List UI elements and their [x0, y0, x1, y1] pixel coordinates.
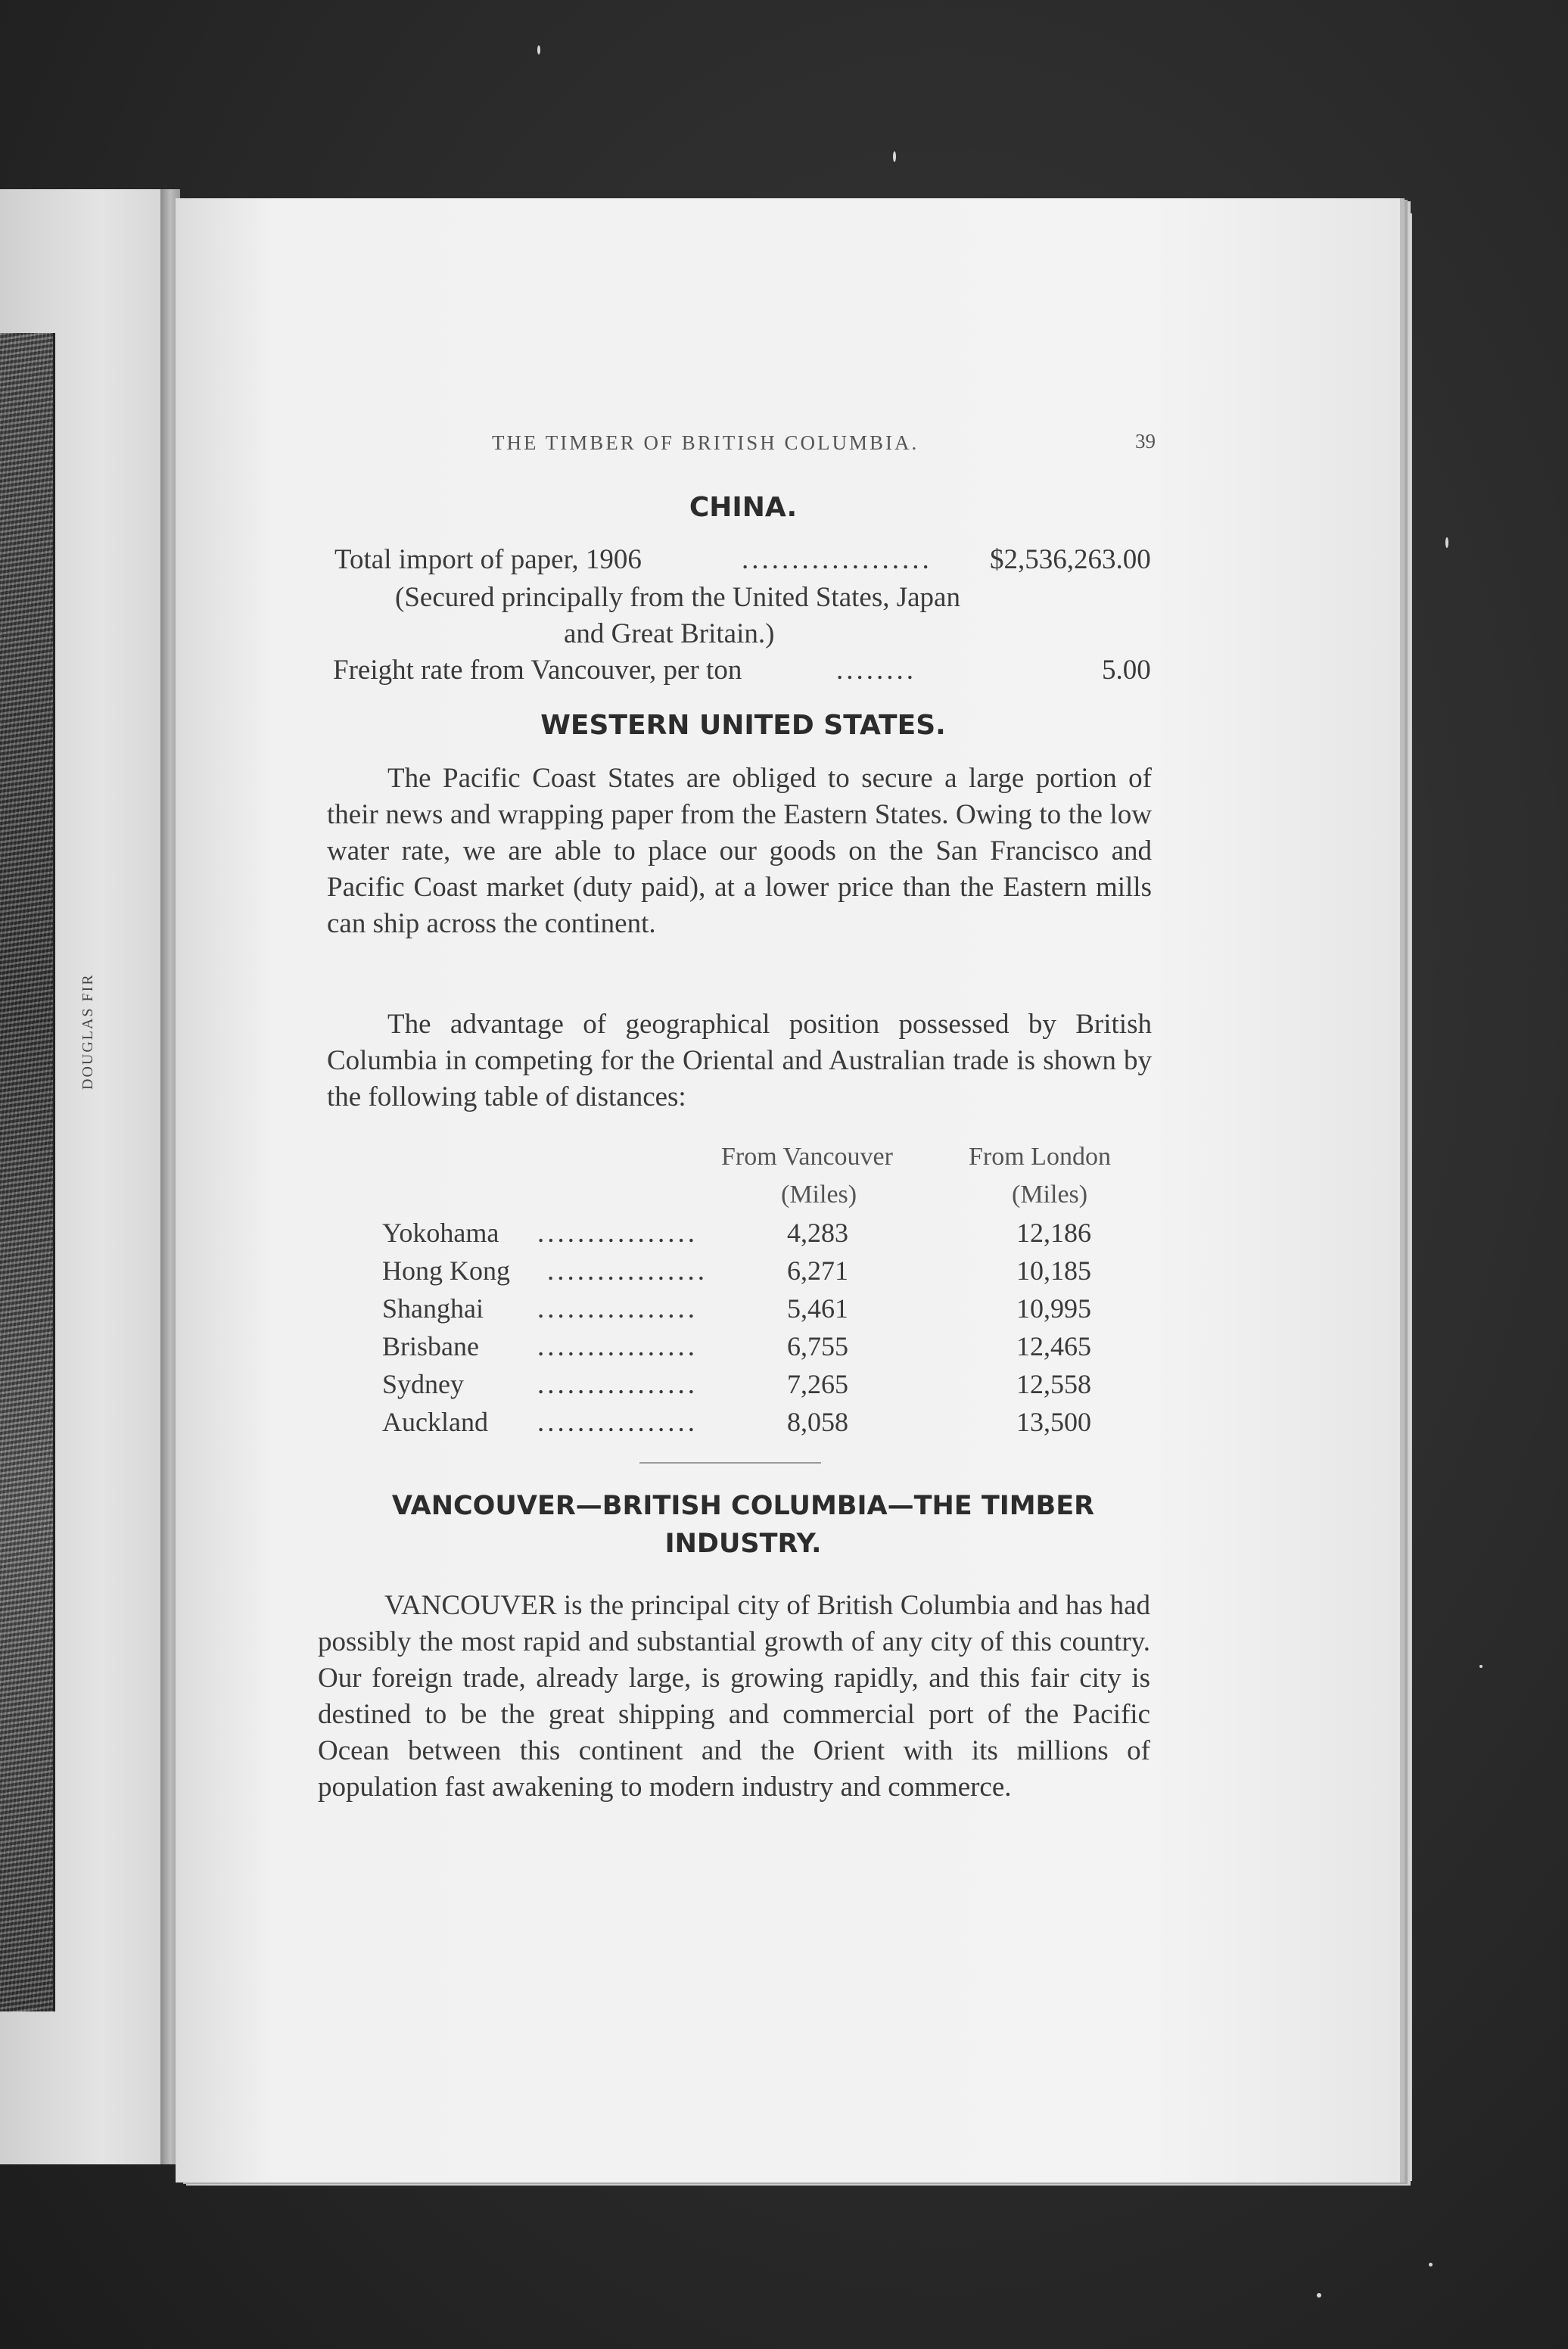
table-london-miles: 12,465 [1016, 1331, 1091, 1361]
table-vancouver-miles: 7,265 [787, 1369, 848, 1399]
table-vancouver-miles: 6,755 [787, 1331, 848, 1361]
table-row [382, 1330, 1139, 1368]
table-city: Auckland [382, 1407, 488, 1437]
col-vancouver-unit: (Miles) [781, 1181, 857, 1209]
table-row [382, 1293, 1139, 1330]
vancouver-paragraph: VANCOUVER is the principal city of British Columbia and has had possibly the most rapid and substantial growth of any city of this country. Our foreign trade, already large, is growing rapidly, and this fair city is destined to be the great shipping and commercial port of the Pacific Ocean between this continent and the Orient with its millions of population fast awakening to modern industry and commerce. [318, 1590, 1150, 1803]
table-city: Yokohama [382, 1218, 499, 1248]
page-number: 39 [1135, 430, 1156, 453]
western-us-paragraph-2: The advantage of geographical position possessed by British Columbia in competing for the Oriental and Australian trade is shown by the following table of distances: [327, 1009, 1152, 1112]
freight-dots: ........ [836, 655, 916, 686]
table-dots: ................ [537, 1293, 698, 1324]
freight-value: 5.00 [1102, 655, 1151, 686]
western-us-heading: WESTERN UNITED STATES. [540, 710, 946, 741]
china-note-line2: and Great Britain.) [564, 618, 775, 649]
table-row [382, 1368, 1139, 1406]
table-vancouver-miles: 8,058 [787, 1407, 848, 1437]
import-label: Total import of paper, 1906 [334, 544, 642, 575]
col-vancouver-head: From Vancouver [721, 1143, 893, 1171]
scan-speck [1317, 2293, 1321, 2298]
table-city: Sydney [382, 1369, 464, 1399]
scan-speck [893, 151, 896, 162]
scan-speck [1445, 537, 1448, 548]
table-city: Hong Kong [382, 1255, 510, 1286]
table-vancouver-miles: 5,461 [787, 1293, 848, 1324]
china-heading: CHINA. [689, 492, 798, 523]
scan-speck [537, 45, 540, 54]
vancouver-heading-line1: VANCOUVER—BRITISH COLUMBIA—THE TIMBER [391, 1491, 1095, 1521]
table-row [382, 1255, 1139, 1293]
table-vancouver-miles: 6,271 [787, 1255, 848, 1286]
plate-caption: DOUGLAS FIR [79, 973, 96, 1090]
section-divider [639, 1462, 821, 1464]
table-dots: ................ [537, 1407, 698, 1438]
table-city: Brisbane [382, 1331, 479, 1361]
table-city: Shanghai [382, 1293, 484, 1324]
table-london-miles: 10,995 [1016, 1293, 1091, 1324]
table-vancouver-miles: 4,283 [787, 1218, 848, 1248]
table-dots: ................ [547, 1255, 708, 1287]
table-london-miles: 12,186 [1016, 1218, 1091, 1248]
freight-label: Freight rate from Vancouver, per ton [333, 655, 742, 686]
import-value: $2,536,263.00 [990, 544, 1151, 575]
import-dots: ................... [742, 544, 932, 575]
western-us-paragraph-1: The Pacific Coast States are obliged to secure a large portion of their news and wrapping paper from the Eastern States. Owing to the low water rate, we are able to place our goods on the San Francisco and Pacific Coast market (duty paid), at a lower price than the Eastern mills can ship across the continent. [327, 763, 1152, 939]
table-dots: ................ [537, 1331, 698, 1362]
col-london-unit: (Miles) [1012, 1181, 1088, 1209]
table-row [382, 1406, 1139, 1444]
vancouver-heading-line2: INDUSTRY. [664, 1529, 822, 1559]
scan-speck [1429, 2263, 1433, 2267]
china-note-line1: (Secured principally from the United States, Japan [395, 582, 960, 613]
running-head: THE TIMBER OF BRITISH COLUMBIA. [492, 431, 919, 454]
table-dots: ................ [537, 1218, 698, 1249]
table-london-miles: 13,500 [1016, 1407, 1091, 1437]
table-london-miles: 12,558 [1016, 1369, 1091, 1399]
col-london-head: From London [969, 1143, 1111, 1171]
table-dots: ................ [537, 1369, 698, 1400]
scan-speck [1479, 1665, 1482, 1668]
table-london-miles: 10,185 [1016, 1255, 1091, 1286]
table-row [382, 1217, 1139, 1255]
